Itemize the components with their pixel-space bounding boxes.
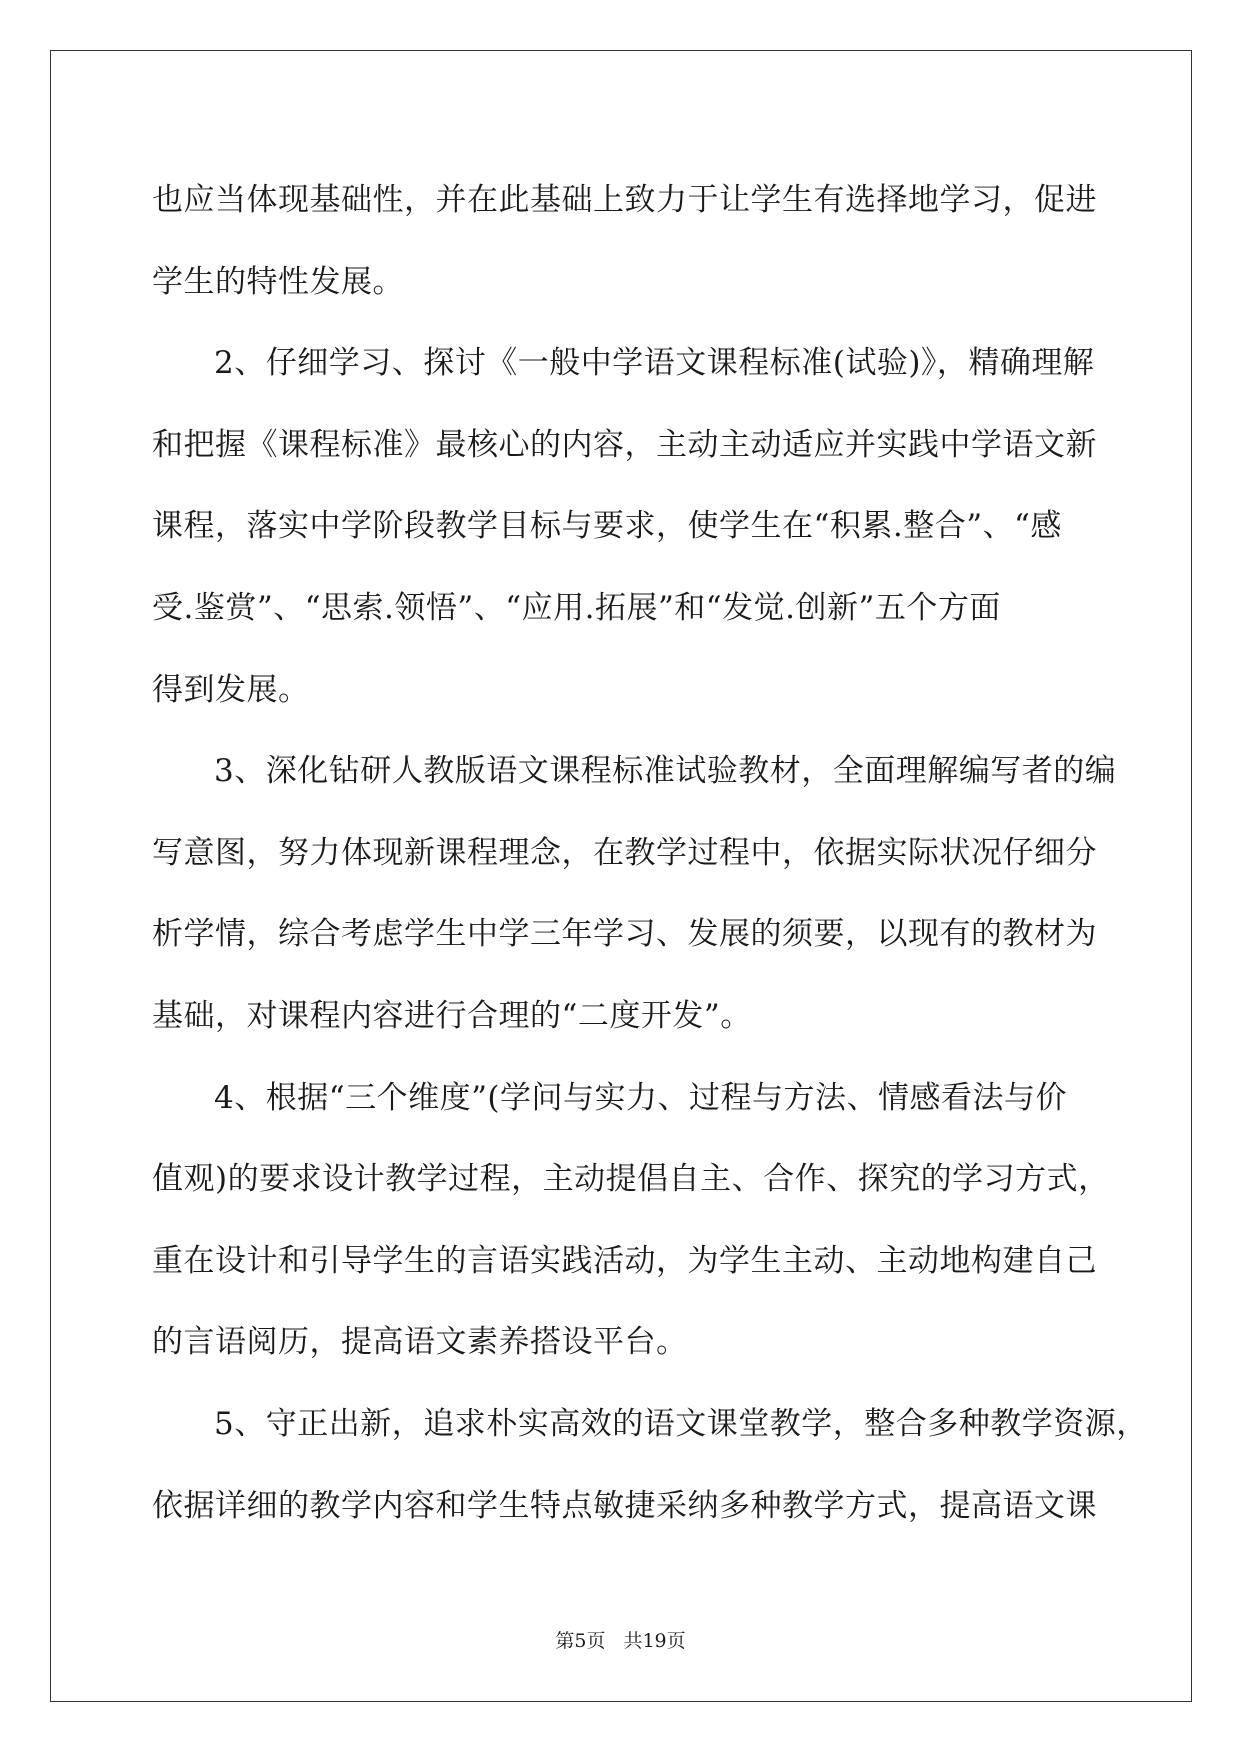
text-line: 值观)的要求设计教学过程，主动提倡自主、合作、探究的学习方式，: [152, 1161, 1110, 1198]
text-line: 3、深化钻研人教版语文课程标准试验教材，全面理解编写者的编: [214, 753, 1117, 790]
text-line: 析学情，综合考虑学生中学三年学习、发展的须要，以现有的教材为: [152, 916, 1097, 953]
text-line: 依据详细的教学内容和学生特点敏捷采纳多种教学方式，提高语文课: [152, 1487, 1097, 1524]
page-footer: [0, 1626, 1241, 1653]
text-line: 得到发展。: [152, 671, 310, 708]
page-total: 共19页: [623, 1630, 686, 1652]
text-line: 写意图，努力体现新课程理念，在教学过程中，依据实际状况仔细分: [152, 834, 1097, 871]
text-line: 和把握《课程标准》最核心的内容，主动主动适应并实践中学语文新: [152, 426, 1097, 463]
text-line: 也应当体现基础性，并在此基础上致力于让学生有选择地学习，促进: [152, 182, 1097, 218]
page-number: 第5页: [555, 1630, 606, 1652]
text-line: 课程，落实中学阶段教学目标与要求，使学生在“积累.整合”、“感: [152, 508, 1062, 545]
text-line: 5、守正出新，追求朴实高效的语文课堂教学，整合多种教学资源，: [214, 1405, 1148, 1442]
text-line: 受.鉴赏”、“思索.领悟”、“应用.拓展”和“发觉.创新”五个方面: [152, 589, 1001, 626]
text-line: 学生的特性发展。: [152, 263, 404, 300]
text-line: 基础，对课程内容进行合理的“二度开发”。: [152, 997, 752, 1034]
text-line: 重在设计和引导学生的言语实践活动，为学生主动、主动地构建自己: [152, 1242, 1097, 1279]
text-line: 2、仔细学习、探讨《一般中学语文课程标准(试验)》，精确理解: [214, 345, 1095, 382]
text-line: 4、根据“三个维度”(学问与实力、过程与方法、情感看法与价: [214, 1079, 1068, 1116]
document-body: [152, 160, 1148, 1547]
text-line: 的言语阅历，提高语文素养搭设平台。: [152, 1324, 688, 1361]
